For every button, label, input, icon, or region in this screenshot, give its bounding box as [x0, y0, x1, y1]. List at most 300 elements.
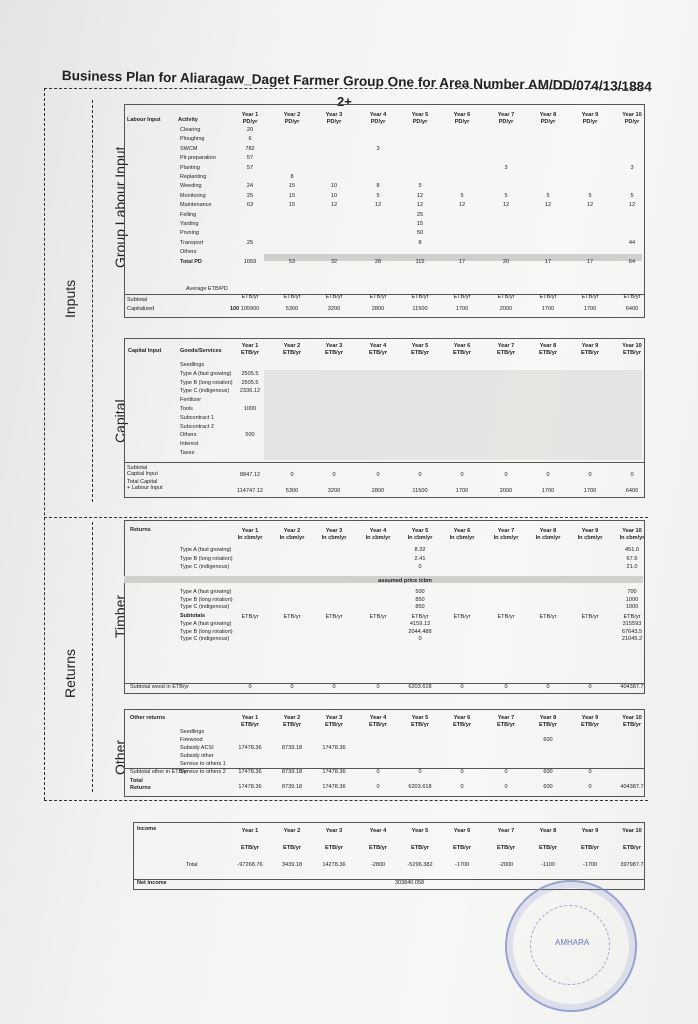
year-header: Year 5	[411, 112, 429, 118]
activity-label: Felling	[180, 211, 197, 218]
labour-cell: 50	[416, 230, 424, 237]
timber-etb-unit: ETB/yr	[539, 614, 557, 620]
timber-subtotal-cell: 315593	[622, 621, 642, 627]
year-unit: ETB/yr	[240, 350, 260, 356]
capital-item-label: Type C (indigenous)	[180, 388, 230, 395]
subsidy-cell: 17478.36	[322, 745, 346, 751]
labour-cell: 20	[502, 258, 510, 265]
activity-label: Others	[180, 249, 197, 256]
year-header: Year 4	[369, 715, 387, 721]
wood-cell: 0	[290, 684, 294, 690]
income-total-label: Total	[186, 862, 198, 868]
timber-subtotal-cell: 4159.13	[409, 621, 431, 627]
timber-subtotal-label: Subtotal wood in ETB/yr	[130, 684, 190, 690]
section-label-inputs: Inputs	[62, 279, 78, 318]
labour-cell: 8	[376, 183, 380, 190]
income-unit: ETB/yr	[410, 845, 430, 851]
labour-cell: 782	[245, 145, 255, 152]
capital-item-label: Fertilizer	[180, 397, 202, 404]
timber-price-cell: 700	[627, 589, 637, 595]
income-col-header: Income	[137, 826, 157, 832]
timber-cell: 21.0	[626, 564, 638, 570]
labour-cell: 5	[418, 183, 422, 190]
income-unit: ETB/yr	[452, 845, 472, 851]
income-unit: ETB/yr	[368, 845, 388, 851]
capital-input-cell: 0	[504, 472, 508, 478]
activity-label: Yarding	[180, 221, 199, 227]
income-unit: ETB/yr	[324, 845, 344, 851]
timber-type-label: Type B (long rotation)	[180, 596, 233, 603]
year-header: Year 9	[581, 112, 599, 118]
year-header: Year 8	[539, 528, 557, 534]
labour-cell: 64	[628, 258, 636, 265]
capital-cell: 2505.5	[241, 370, 259, 377]
year-unit: PD/yr	[284, 119, 300, 125]
year-header: Year 1	[241, 343, 259, 349]
labour-cell: 25	[246, 239, 254, 246]
activity-label: Planting	[180, 164, 200, 171]
income-cell: -1100	[541, 862, 555, 868]
year-unit: PD/yr	[326, 119, 342, 125]
timber-type-label: Type C (indigenous)	[180, 636, 230, 642]
activity-label: Weeding	[180, 183, 202, 190]
subsidy-cell: 8739.18	[281, 745, 303, 751]
other-item-label: Service to others 1	[180, 761, 226, 767]
year-unit: ETB/yr	[538, 350, 558, 356]
frame-divider	[44, 517, 648, 518]
section-label-returns: Returns	[62, 648, 78, 698]
labour-cell: 12	[374, 202, 382, 209]
year-unit: ETB/yr	[410, 350, 430, 356]
labour-col-header: Labour Input	[127, 117, 161, 123]
capital-total-cell: 6400	[625, 488, 639, 494]
labour-cell: 17	[458, 258, 466, 265]
other-item-label: Seedlings	[180, 729, 205, 735]
income-cell: 14278.36	[322, 862, 346, 868]
timber-subtotal-cell: 0	[418, 636, 422, 642]
year-unit: ETB/yr	[452, 722, 472, 728]
year-unit: ETB/yr	[622, 722, 642, 728]
other-returns-label: Returns	[130, 785, 151, 791]
year-unit: In cbm/yr	[321, 535, 347, 541]
year-header: Year 10	[622, 343, 642, 349]
wood-cell: 6203.618	[408, 684, 432, 690]
labour-cell: 57	[246, 164, 254, 171]
wood-cell: 0	[460, 684, 464, 690]
year-header: Year 8	[539, 343, 557, 349]
capital-item-label: Type B (long rotation)	[180, 379, 233, 386]
year-unit: ETB/yr	[368, 722, 388, 728]
net-income-label: Net income	[137, 880, 167, 886]
capitalized-cell: 11500	[412, 306, 428, 312]
other-total-cell: 17478.36	[322, 784, 346, 790]
capital-input-cell: 0	[460, 472, 464, 478]
labour-cell: 5	[630, 192, 634, 199]
inner-frame-inputs	[92, 100, 93, 502]
frame-left	[44, 88, 45, 800]
labour-cell: 5	[546, 192, 550, 199]
year-unit: ETB/yr	[410, 722, 430, 728]
timber-price-cell: 1000	[625, 596, 639, 603]
year-header: Year 10	[622, 112, 642, 118]
frame-top	[44, 88, 648, 89]
labour-cell: 25	[416, 211, 424, 218]
income-unit: ETB/yr	[282, 845, 302, 851]
labour-cell: 28	[374, 258, 382, 265]
frame-bottom	[44, 800, 648, 801]
activity-label: Clearing	[180, 127, 201, 133]
labour-cell: 10	[330, 183, 338, 190]
labour-cell: 12	[628, 202, 636, 209]
income-cell: -2800	[370, 862, 386, 868]
year-unit: PD/yr	[624, 119, 640, 125]
other-subtotal-cell: 8739.18	[281, 769, 303, 775]
capitalized-cell: 2000	[499, 306, 513, 312]
net-income-value: 303840.058	[395, 880, 425, 886]
capital-cell: 2505.5	[241, 379, 259, 386]
other-col-header: Other returns	[130, 715, 166, 721]
capitalized-cell: 1700	[583, 306, 597, 312]
labour-cell: 10	[330, 192, 338, 199]
wood-cell: 0	[546, 684, 550, 690]
timber-price-cell: 850	[415, 604, 425, 610]
income-year-header: Year 4	[369, 828, 387, 834]
year-header: Year 5	[411, 528, 429, 534]
etb-unit: ETB/yr	[497, 294, 515, 300]
labour-cell: 12	[544, 202, 552, 209]
capital-col-header: Capital Input	[128, 348, 162, 354]
wood-cell: 0	[376, 684, 380, 690]
capital-total-cell: 1700	[541, 488, 555, 494]
etb-unit: ETB/yr	[581, 294, 599, 300]
timber-subtotals-label: Subtotals	[180, 613, 206, 619]
labour-cell: 15	[288, 192, 296, 199]
capital-input-label: Capital Input	[127, 471, 158, 477]
capital-input-cell: 0	[630, 472, 634, 478]
labour-cell: 12	[502, 202, 510, 209]
other-total-cell: 404387.7	[620, 784, 644, 790]
timber-type-label: Type B (long rotation)	[180, 555, 233, 562]
timber-subtotal-cell: 67643.5	[621, 628, 643, 635]
year-unit: ETB/yr	[622, 350, 642, 356]
year-unit: ETB/yr	[496, 350, 516, 356]
timber-type-label: Type B (long rotation)	[180, 628, 233, 635]
year-header: Year 1	[241, 112, 259, 118]
activity-label: Pruning	[180, 230, 199, 237]
other-subtotal-cell: 17478.36	[238, 769, 262, 775]
timber-etb-unit: ETB/yr	[411, 614, 429, 620]
year-unit: ETB/yr	[282, 722, 302, 728]
other-total-cell: 600	[543, 784, 553, 790]
labour-activity-header: Activity	[178, 117, 198, 123]
activity-label: Pit preparation	[180, 155, 216, 162]
labour-cell: 8	[418, 239, 422, 246]
activity-label: Total PD	[180, 258, 202, 265]
inner-frame-returns	[92, 522, 93, 792]
etb-unit: ETB/yr	[453, 294, 471, 300]
capital-item-label: Tools	[180, 406, 193, 412]
year-header: Year 9	[581, 715, 599, 721]
year-header: Year 4	[369, 343, 387, 349]
capital-total-label: Total Capital	[127, 479, 158, 485]
other-total-cell: 17478.36	[238, 784, 262, 790]
etb-unit: ETB/yr	[539, 294, 557, 300]
labour-cell: 24	[246, 183, 254, 190]
labour-cell: 6	[248, 136, 252, 143]
timber-price-cell: 850	[415, 596, 425, 603]
activity-label: Maintenance	[180, 202, 212, 209]
labour-cell: 15	[288, 202, 296, 209]
other-total-cell: 6203.618	[408, 784, 432, 790]
year-header: Year 1	[241, 528, 259, 534]
income-year-header: Year 7	[497, 828, 515, 834]
timber-type-label: Type A (fast growing)	[180, 547, 232, 553]
section-label-other: Other	[112, 739, 128, 775]
activity-label: Transport	[180, 239, 204, 246]
year-header: Year 5	[411, 715, 429, 721]
income-cell: -2000	[498, 862, 514, 868]
capital-cell: 2336.12	[239, 388, 261, 395]
activity-label: Replanting	[180, 174, 207, 180]
etb-unit: ETB/yr	[325, 294, 343, 300]
capital-total-cell: 11500	[412, 488, 428, 494]
year-unit: ETB/yr	[580, 350, 600, 356]
timber-type-label: Type C (indigenous)	[180, 604, 230, 610]
other-total-cell: 0	[504, 784, 508, 790]
capital-subtotal-label: Subtotal	[127, 465, 148, 471]
timber-assumed-price: assumed price /cbm	[378, 578, 432, 584]
timber-cell: 8.32	[414, 547, 426, 553]
firewood-cell: 600	[543, 737, 553, 743]
year-unit: PD/yr	[242, 119, 258, 125]
year-header: Year 6	[453, 528, 471, 534]
other-item-label: Firewood	[180, 737, 203, 743]
year-unit: ETB/yr	[240, 722, 260, 728]
capital-input-cell: 0	[332, 472, 336, 478]
income-year-header: Year 6	[453, 828, 471, 834]
year-header: Year 9	[581, 528, 599, 534]
year-header: Year 9	[581, 343, 599, 349]
year-header: Year 3	[325, 715, 343, 721]
year-unit: In cbm/yr	[237, 535, 263, 541]
labour-cell: 20	[246, 127, 254, 133]
year-unit: ETB/yr	[580, 722, 600, 728]
year-header: Year 6	[453, 715, 471, 721]
year-header: Year 3	[325, 528, 343, 534]
labour-cell: 115	[415, 258, 425, 265]
labour-cell: 17	[586, 258, 594, 265]
page-subtitle: 2+	[337, 94, 352, 109]
income-unit: ETB/yr	[622, 845, 642, 851]
timber-etb-unit: ETB/yr	[581, 614, 599, 620]
year-header: Year 10	[622, 528, 642, 534]
timber-cell: 0	[418, 564, 422, 570]
labour-cell: 12	[586, 202, 594, 209]
year-header: Year 4	[369, 528, 387, 534]
year-unit: In cbm/yr	[577, 535, 603, 541]
year-unit: In cbm/yr	[279, 535, 305, 541]
other-item-label: Subsidy other	[180, 753, 214, 759]
capital-cell: 500	[245, 432, 255, 439]
other-total-cell: 0	[376, 784, 380, 790]
other-total-label: Total	[130, 778, 143, 784]
capital-plus-labour-label: + Labour Input	[127, 485, 163, 491]
year-header: Year 3	[325, 343, 343, 349]
other-subtotal-cell: 0	[460, 769, 464, 775]
capital-total-cell: 3200	[327, 488, 341, 494]
year-unit: PD/yr	[540, 119, 556, 125]
capital-input-cell: 0	[290, 472, 294, 478]
capital-input-cell: 0	[588, 472, 592, 478]
income-year-header: Year 1	[241, 828, 259, 834]
section-label-capital: Capital	[112, 399, 128, 443]
etb-unit: ETB/yr	[283, 294, 301, 300]
other-total-cell: 8739.18	[281, 784, 303, 790]
labour-capitalized-label: Capitalized	[127, 306, 155, 312]
capitalized-cell: 2800	[371, 306, 385, 312]
year-header: Year 2	[283, 715, 301, 721]
other-subtotal-label: Subtotal other in ETB/yr	[130, 769, 189, 775]
capitalized-cell: 3200	[327, 306, 341, 312]
timber-cell: 2.41	[414, 555, 426, 562]
capitalized-cell: 1700	[541, 306, 555, 312]
year-header: Year 6	[453, 112, 471, 118]
etb-unit: ETB/yr	[623, 294, 641, 300]
timber-etb-unit: ETB/yr	[453, 614, 471, 620]
wood-cell: 0	[588, 684, 592, 690]
labour-cell: 57	[246, 155, 254, 162]
labour-cell: 12	[458, 202, 466, 209]
timber-etb-unit: ETB/yr	[497, 614, 515, 620]
income-unit: ETB/yr	[240, 845, 260, 851]
year-unit: In cbm/yr	[619, 535, 645, 541]
year-unit: In cbm/yr	[493, 535, 519, 541]
capital-goods-header: Goods/Services	[180, 348, 222, 354]
income-cell: -5296.382	[407, 862, 433, 868]
year-unit: In cbm/yr	[407, 535, 433, 541]
timber-subtotal-cell: 2044.488	[408, 628, 432, 635]
income-year-header: Year 3	[325, 828, 343, 834]
other-subtotal-cell: 0	[504, 769, 508, 775]
other-item-label: Subsidy ACSI	[180, 745, 214, 751]
stamp-text: AMHARA	[555, 938, 590, 947]
labour-cell: 12	[416, 202, 424, 209]
labour-cell: 3	[376, 145, 380, 152]
income-year-header: Year 10	[622, 828, 642, 834]
income-cell: -1700	[582, 862, 598, 868]
timber-cell: 451.0	[625, 547, 639, 553]
year-unit: ETB/yr	[368, 350, 388, 356]
year-unit: PD/yr	[454, 119, 470, 125]
year-header: Year 2	[283, 528, 301, 534]
other-item-label: Service to others 2	[180, 769, 226, 775]
wood-cell: 404387.7	[620, 684, 644, 690]
labour-cell: 25	[246, 192, 254, 199]
labour-cell: 32	[330, 258, 338, 265]
capital-total-cell: 1700	[455, 488, 469, 494]
capital-total-cell: 1700	[583, 488, 597, 494]
income-year-header: Year 9	[581, 828, 599, 834]
year-unit: PD/yr	[582, 119, 598, 125]
income-unit: ETB/yr	[496, 845, 516, 851]
income-year-header: Year 2	[283, 828, 301, 834]
year-header: Year 10	[622, 715, 642, 721]
labour-subtotal-label: Subtotal	[127, 297, 148, 303]
income-cell: 397987.7	[620, 862, 644, 868]
other-total-cell: 0	[588, 784, 592, 790]
timber-subtotal-cell: 21045.2	[621, 636, 643, 642]
wood-cell: 0	[504, 684, 508, 690]
etb-unit: ETB/yr	[369, 294, 387, 300]
year-header: Year 5	[411, 343, 429, 349]
income-unit: ETB/yr	[580, 845, 600, 851]
income-cell: -97268.76	[237, 862, 263, 868]
labour-cell: 8	[290, 174, 294, 180]
year-unit: In cbm/yr	[365, 535, 391, 541]
year-unit: ETB/yr	[282, 350, 302, 356]
year-unit: PD/yr	[412, 119, 428, 125]
labour-cell: 15	[416, 221, 424, 227]
capital-total-cell: 114747.12	[236, 488, 264, 494]
capital-input-cell: 0	[546, 472, 550, 478]
timber-etb-unit: ETB/yr	[283, 614, 301, 620]
year-unit: PD/yr	[498, 119, 514, 125]
year-unit: ETB/yr	[324, 350, 344, 356]
timber-type-label: Type A (fast growing)	[180, 589, 232, 595]
labour-cell: 12	[416, 192, 424, 199]
labour-avg-label: Average ETB/PD	[186, 286, 228, 292]
labour-cell: 1059	[243, 258, 257, 265]
wood-cell: 0	[332, 684, 336, 690]
capital-input-cell: 8847.12	[239, 472, 261, 478]
capital-cell: 1000	[243, 406, 257, 412]
capital-total-cell: 2800	[371, 488, 385, 494]
timber-etb-unit: ETB/yr	[369, 614, 387, 620]
capitalized-cell: 1700	[455, 306, 469, 312]
timber-price-cell: 1000	[625, 604, 639, 610]
capital-item-label: Subcontract 1	[180, 414, 214, 421]
labour-cell: 17	[544, 258, 552, 265]
page-title: Business Plan for Aliaragaw_Daget Farmer Group One for Area Number AM/DD/074/13/1884	[61, 68, 652, 95]
year-unit: ETB/yr	[538, 722, 558, 728]
etb-unit: ETB/yr	[241, 294, 259, 300]
other-subtotal-cell: 0	[588, 769, 592, 775]
capital-shade	[264, 370, 642, 460]
labour-cell: 53	[288, 258, 296, 265]
income-year-header: Year 5	[411, 828, 429, 834]
year-unit: In cbm/yr	[449, 535, 475, 541]
year-header: Year 2	[283, 112, 301, 118]
year-header: Year 7	[497, 528, 515, 534]
year-header: Year 7	[497, 343, 515, 349]
other-subtotal-cell: 0	[418, 769, 422, 775]
capital-item-label: Taxes	[180, 450, 195, 456]
income-year-header: Year 8	[539, 828, 557, 834]
labour-cell: 63	[246, 202, 254, 209]
year-header: Year 8	[539, 715, 557, 721]
timber-cell: 67.6	[626, 555, 638, 562]
year-unit: In cbm/yr	[535, 535, 561, 541]
labour-cell: 15	[288, 183, 296, 190]
capital-item-label: Type A (fast growing)	[180, 370, 232, 377]
labour-cell: 5	[376, 192, 380, 199]
activity-label: Ploughing	[180, 136, 205, 143]
other-subtotal-cell: 0	[376, 769, 380, 775]
labour-cell: 3	[504, 164, 508, 171]
income-unit: ETB/yr	[538, 845, 558, 851]
year-header: Year 2	[283, 343, 301, 349]
capital-item-label: Seedlings	[180, 362, 205, 368]
